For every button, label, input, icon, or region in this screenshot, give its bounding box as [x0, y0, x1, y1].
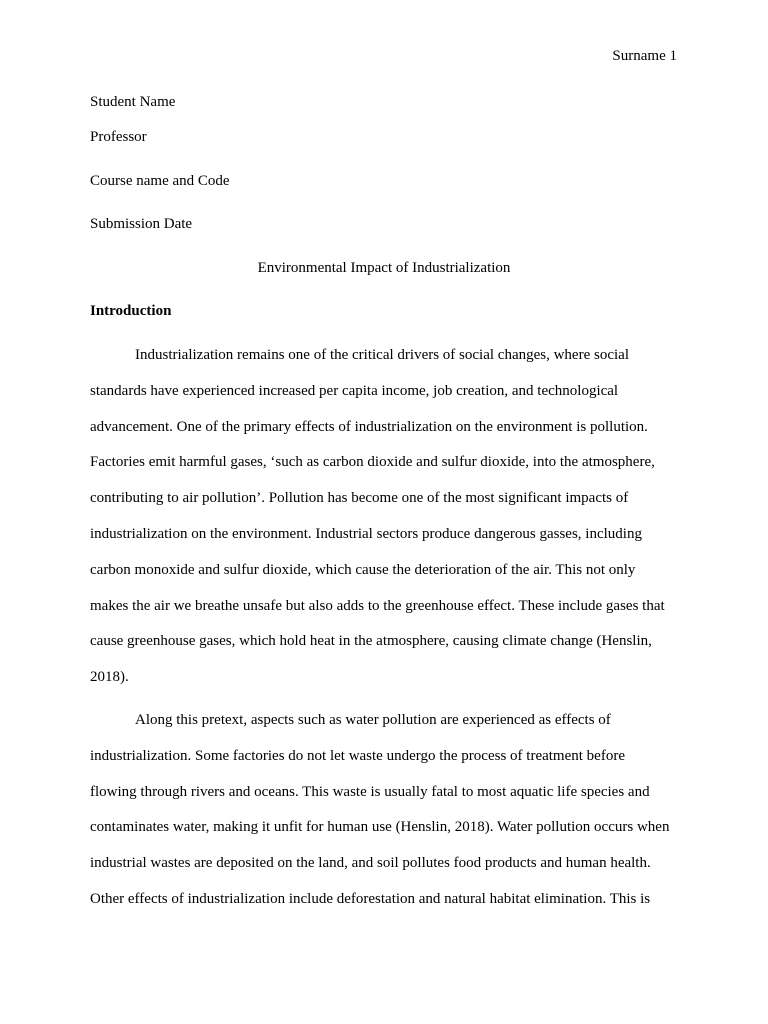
professor-name: Professor	[90, 129, 147, 145]
document-title: Environmental Impact of Industrialization	[257, 260, 511, 276]
paragraph-line: standards have experienced increased per capita income, job creation, and technological	[90, 382, 619, 399]
running-head: Surname 1	[612, 48, 677, 64]
submission-date: Submission Date	[90, 216, 193, 232]
paragraph-line: contaminates water, making it unfit for human use (Henslin, 2018). Water pollution occurs when	[90, 819, 670, 836]
paragraph-line: carbon monoxide and sulfur dioxide, which cause the deterioration of the air. This not only	[90, 561, 636, 578]
paragraph-line: Other effects of industrialization include deforestation and natural habitat elimination. This is	[90, 890, 651, 907]
paragraph-line: makes the air we breathe unsafe but also adds to the greenhouse effect. These include gases that	[90, 597, 665, 614]
course-name: Course name and Code	[90, 172, 230, 189]
paragraph	[90, 345, 680, 703]
paragraph-line: flowing through rivers and oceans. This waste is usually fatal to most aquatic life species and	[90, 783, 650, 800]
paragraph-line: Along this pretext, aspects such as water pollution are experienced as effects of	[135, 712, 611, 728]
paragraph-line: advancement. One of the primary effects of industrialization on the environment is pollution.	[90, 418, 648, 435]
paragraph-line: industrial wastes are deposited on the land, and soil pollutes food products and human health.	[90, 855, 651, 872]
paragraph-line: industrialization on the environment. Industrial sectors produce dangerous gasses, including	[90, 525, 642, 542]
paragraph-line: Industrialization remains one of the critical drivers of social changes, where social	[135, 347, 629, 363]
section-heading: Introduction	[90, 303, 172, 319]
paragraph-line: contributing to air pollution’. Pollution has become one of the most significant impacts of	[90, 490, 629, 507]
heading-block	[90, 92, 230, 234]
student-name: Student Name	[90, 94, 176, 110]
paragraph	[90, 710, 680, 925]
paragraph-line: cause greenhouse gases, which hold heat in the atmosphere, causing climate change (Henslin,	[90, 633, 652, 650]
paragraph-line: 2018).	[90, 669, 129, 686]
paragraph-line: Factories emit harmful gases, ‘such as carbon dioxide and sulfur dioxide, into the atmosphere,	[90, 454, 655, 471]
paragraph-line: industrialization. Some factories do not let waste undergo the process of treatment before	[90, 747, 625, 764]
